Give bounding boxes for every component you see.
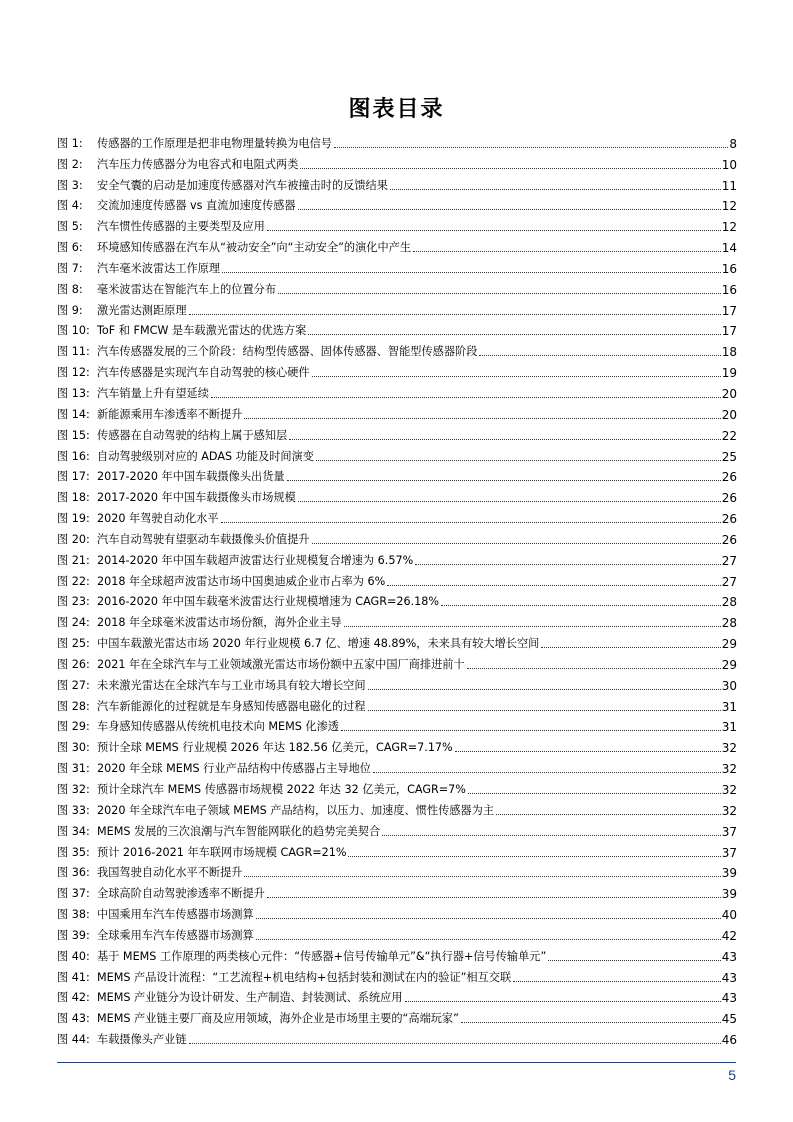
toc-entry[interactable] bbox=[57, 651, 737, 672]
toc-entry-title[interactable]: 预计 2016-2021 年车联网市场规模 CAGR=21% bbox=[97, 845, 347, 859]
toc-entry-label: 图 20: bbox=[57, 532, 90, 546]
toc-leader-dots bbox=[455, 751, 721, 752]
toc-entry[interactable] bbox=[57, 443, 737, 464]
toc-entry[interactable] bbox=[57, 505, 737, 526]
toc-entry-title[interactable]: 2017-2020 年中国车载摄像头市场规模 bbox=[97, 491, 296, 505]
toc-leader-dots bbox=[387, 585, 720, 586]
toc-entry-label: 图 4: bbox=[57, 199, 83, 213]
toc-entry[interactable] bbox=[57, 714, 737, 735]
toc-entry-label: 图 7: bbox=[57, 261, 83, 275]
toc-entry[interactable] bbox=[57, 985, 737, 1006]
toc-leader-dots bbox=[341, 730, 721, 731]
toc-leader-dots bbox=[189, 1043, 721, 1044]
toc-entry-title[interactable]: 汽车惯性传感器的主要类型及应用 bbox=[97, 220, 265, 234]
toc-entry[interactable] bbox=[57, 755, 737, 776]
toc-entry[interactable] bbox=[57, 734, 737, 755]
toc-leader-dots bbox=[316, 460, 721, 461]
toc-entry-label: 图 39: bbox=[57, 928, 90, 942]
toc-entry[interactable] bbox=[57, 255, 737, 276]
toc-entry-page[interactable]: 32 bbox=[721, 783, 737, 797]
toc-entry-label: 图 12: bbox=[57, 366, 90, 380]
toc-entry-page[interactable]: 43 bbox=[721, 970, 737, 985]
toc-entry-page[interactable]: 46 bbox=[721, 1033, 737, 1048]
toc-entry[interactable] bbox=[57, 693, 737, 714]
toc-entry-label: 图 37: bbox=[57, 887, 90, 901]
toc-entry-label: 图 21: bbox=[57, 553, 90, 567]
toc-entry-title[interactable]: 预计全球 MEMS 行业规模 2026 年达 182.56 亿美元，CAGR=7.17% bbox=[97, 741, 453, 755]
toc-entry-label: 图 9: bbox=[57, 303, 83, 317]
toc-entry-title[interactable]: 环境感知传感器在汽车从“被动安全”向“主动安全”的演化中产生 bbox=[97, 241, 412, 255]
toc-leader-dots bbox=[298, 501, 721, 502]
toc-entry[interactable] bbox=[57, 797, 737, 818]
toc-entry-label: 图 32: bbox=[57, 783, 90, 796]
toc-leader-dots bbox=[496, 814, 721, 815]
toc-entry[interactable] bbox=[57, 338, 737, 359]
toc-leader-dots bbox=[221, 522, 721, 523]
toc-entry-label: 图 1: bbox=[57, 136, 83, 150]
toc-entry-title[interactable]: ToF 和 FMCW 是车载激光雷达的优选方案 bbox=[97, 324, 307, 338]
toc-entry-title[interactable]: 新能源乘用车渗透率不断提升 bbox=[97, 407, 243, 421]
toc-entry-page[interactable]: 37 bbox=[721, 824, 737, 839]
toc-entry-page[interactable]: 31 bbox=[721, 699, 737, 714]
toc-entry-title[interactable]: 中国车载激光雷达市场 2020 年行业规模 6.7 亿、增速 48.89%，未来具有较大增长空间 bbox=[97, 637, 540, 651]
toc-entry-label: 图 6: bbox=[57, 241, 83, 255]
toc-leader-dots bbox=[287, 480, 721, 481]
toc-leader-dots bbox=[461, 1022, 721, 1023]
toc-entry[interactable] bbox=[57, 1005, 737, 1026]
toc-entry-page[interactable]: 25 bbox=[721, 449, 737, 464]
toc-entry[interactable] bbox=[57, 943, 737, 964]
toc-entry-label: 图 23: bbox=[57, 595, 90, 609]
toc-entry-title[interactable]: 汽车压力传感器分为电容式和电阻式两类 bbox=[97, 157, 299, 171]
toc-entry[interactable] bbox=[57, 589, 737, 610]
toc-entry-page[interactable]: 42 bbox=[721, 928, 737, 943]
toc-entry-page[interactable]: 39 bbox=[721, 866, 737, 881]
toc-entry-page[interactable]: 18 bbox=[721, 345, 737, 360]
toc-leader-dots bbox=[390, 189, 721, 190]
toc-entry-page[interactable]: 16 bbox=[721, 261, 737, 276]
toc-leader-dots bbox=[513, 981, 721, 982]
toc-entry-title[interactable]: 汽车传感器是实现汽车自动驾驶的核心硬件 bbox=[97, 366, 310, 380]
toc-entry-label: 图 5: bbox=[57, 220, 83, 234]
toc-leader-dots bbox=[467, 668, 721, 669]
toc-leader-dots bbox=[244, 876, 720, 877]
toc-entry-title[interactable]: 车身感知传感器从传统机电技术向 MEMS 化渗透 bbox=[97, 720, 339, 734]
toc-entry-page[interactable]: 27 bbox=[721, 553, 737, 568]
toc-entry-label: 图 25: bbox=[57, 637, 90, 651]
toc-leader-dots bbox=[405, 1001, 721, 1002]
toc-entry-page[interactable]: 45 bbox=[721, 1012, 737, 1027]
toc-entry-page[interactable]: 28 bbox=[721, 616, 737, 631]
toc-leader-dots bbox=[382, 835, 721, 836]
toc-entry-page[interactable]: 17 bbox=[721, 324, 737, 339]
toc-entry-label: 图 3: bbox=[57, 178, 83, 192]
toc-leader-dots bbox=[479, 355, 720, 356]
toc-entry[interactable] bbox=[57, 776, 737, 797]
toc-entry-page[interactable]: 20 bbox=[721, 386, 737, 401]
toc-leader-dots bbox=[441, 605, 721, 606]
toc-entry-page[interactable]: 26 bbox=[721, 470, 737, 485]
toc-entry-title[interactable]: 2018 年全球毫米波雷达市场份额，海外企业主导 bbox=[97, 616, 342, 630]
toc-entry[interactable] bbox=[57, 1026, 737, 1047]
toc-entry-label: 图 30: bbox=[57, 741, 90, 755]
toc-leader-dots bbox=[373, 772, 721, 773]
toc-entry-page[interactable]: 32 bbox=[721, 741, 737, 756]
toc-entry-page[interactable]: 12 bbox=[721, 199, 737, 214]
toc-entry-title[interactable]: 汽车传感器发展的三个阶段：结构型传感器、固体传感器、智能型传感器阶段 bbox=[97, 345, 478, 359]
toc-entry-page[interactable]: 17 bbox=[721, 303, 737, 318]
toc-entry[interactable] bbox=[57, 359, 737, 380]
toc-entry-title[interactable]: 交流加速度传感器 vs 直流加速度传感器 bbox=[97, 199, 296, 213]
toc-entry[interactable] bbox=[57, 568, 737, 589]
toc-entry-label: 图 42: bbox=[57, 991, 90, 1005]
toc-entry[interactable] bbox=[57, 297, 737, 318]
toc-entry-page[interactable]: 39 bbox=[721, 887, 737, 902]
toc-entry-label: 图 10: bbox=[57, 324, 90, 338]
toc-leader-dots bbox=[256, 939, 721, 940]
toc-leader-dots bbox=[312, 376, 721, 377]
toc-leader-dots bbox=[289, 439, 721, 440]
toc-entry-title[interactable]: 2017-2020 年中国车载摄像头出货量 bbox=[97, 470, 285, 484]
toc-entry-page[interactable]: 28 bbox=[721, 595, 737, 610]
toc-entry-page[interactable]: 26 bbox=[721, 532, 737, 547]
toc-entry-label: 图 19: bbox=[57, 512, 90, 526]
toc-entry-title[interactable]: 基于 MEMS 工作原理的两类核心元件：“传感器+信号传输单元”&“执行器+信号传输单元” bbox=[97, 949, 547, 963]
toc-entry-label: 图 11: bbox=[57, 345, 90, 359]
toc-entry-page[interactable]: 43 bbox=[721, 949, 737, 964]
toc-entry[interactable] bbox=[57, 380, 737, 401]
toc-leader-dots bbox=[267, 897, 721, 898]
table-of-figures bbox=[57, 130, 737, 1047]
toc-entry[interactable] bbox=[57, 818, 737, 839]
toc-entry-label: 图 2: bbox=[57, 157, 83, 171]
toc-entry-title[interactable]: 2016-2020 年中国车载毫米波雷达行业规模增速为 CAGR=26.18% bbox=[97, 595, 440, 609]
toc-entry-page[interactable]: 29 bbox=[721, 657, 737, 672]
toc-entry-title[interactable]: 汽车自动驾驶有望驱动车载摄像头价值提升 bbox=[97, 532, 310, 546]
toc-entry-label: 图 38: bbox=[57, 908, 90, 922]
toc-entry-page[interactable]: 19 bbox=[721, 366, 737, 381]
toc-entry-page[interactable]: 40 bbox=[721, 908, 737, 923]
toc-entry-page[interactable]: 10 bbox=[721, 157, 737, 172]
toc-entry-title[interactable]: 中国乘用车汽车传感器市场测算 bbox=[97, 908, 254, 922]
toc-entry-label: 图 14: bbox=[57, 407, 90, 421]
toc-leader-dots bbox=[300, 168, 720, 169]
toc-entry-label: 图 44: bbox=[57, 1033, 90, 1047]
toc-entry[interactable] bbox=[57, 213, 737, 234]
toc-leader-dots bbox=[468, 793, 721, 794]
toc-entry[interactable] bbox=[57, 130, 737, 151]
toc-leader-dots bbox=[298, 209, 721, 210]
toc-entry-label: 图 35: bbox=[57, 845, 90, 859]
toc-leader-dots bbox=[344, 626, 721, 627]
toc-entry-page[interactable]: 20 bbox=[721, 407, 737, 422]
toc-leader-dots bbox=[189, 314, 721, 315]
toc-entry-title[interactable]: 2020 年全球 MEMS 行业产品结构中传感器占主导地位 bbox=[97, 762, 371, 776]
toc-entry[interactable] bbox=[57, 672, 737, 693]
toc-leader-dots bbox=[415, 564, 721, 565]
toc-entry-page[interactable]: 43 bbox=[721, 991, 737, 1006]
toc-entry-title[interactable]: MEMS 产业链分为设计研发、生产制造、封装测试、系统应用 bbox=[97, 991, 403, 1005]
toc-entry-page[interactable]: 31 bbox=[721, 720, 737, 735]
toc-entry[interactable] bbox=[57, 151, 737, 172]
toc-entry-title[interactable]: 我国驾驶自动化水平不断提升 bbox=[97, 866, 243, 880]
toc-entry-page[interactable]: 29 bbox=[721, 637, 737, 652]
toc-entry-label: 图 8: bbox=[57, 282, 83, 296]
toc-entry-label: 图 31: bbox=[57, 762, 90, 776]
toc-entry-label: 图 26: bbox=[57, 657, 90, 671]
toc-entry-title[interactable]: 传感器在自动驾驶的结构上属于感知层 bbox=[97, 428, 288, 442]
toc-entry-page[interactable]: 12 bbox=[721, 220, 737, 235]
toc-entry-page[interactable]: 8 bbox=[729, 136, 737, 151]
footer-divider bbox=[57, 1062, 736, 1063]
toc-entry-label: 图 29: bbox=[57, 720, 90, 734]
toc-leader-dots bbox=[541, 647, 720, 648]
toc-entry-title[interactable]: MEMS 发展的三次浪潮与汽车智能网联化的趋势完美契合 bbox=[97, 824, 381, 838]
toc-leader-dots bbox=[348, 856, 720, 857]
toc-entry-page[interactable]: 27 bbox=[721, 574, 737, 589]
toc-leader-dots bbox=[312, 543, 721, 544]
page-title: 图表目录 bbox=[348, 96, 445, 122]
toc-entry-label: 图 28: bbox=[57, 699, 90, 713]
toc-entry[interactable] bbox=[57, 234, 737, 255]
toc-entry-label: 图 33: bbox=[57, 803, 90, 817]
toc-entry-title[interactable]: 2018 年全球超声波雷达市场中国奥迪威企业市占率为 6% bbox=[97, 574, 386, 588]
toc-entry-title[interactable]: MEMS 产品设计流程：“工艺流程+机电结构+包括封装和测试在内的验证”相互交联 bbox=[97, 970, 512, 984]
toc-entry[interactable] bbox=[57, 422, 737, 443]
toc-entry-label: 图 16: bbox=[57, 449, 90, 463]
toc-entry[interactable] bbox=[57, 318, 737, 339]
toc-entry-page[interactable]: 16 bbox=[721, 282, 737, 297]
toc-leader-dots bbox=[278, 293, 721, 294]
toc-entry-page[interactable]: 22 bbox=[721, 428, 737, 443]
toc-entry-title[interactable]: MEMS 产业链主要厂商及应用领域，海外企业是市场里主要的“高端玩家” bbox=[97, 1012, 459, 1026]
toc-entry-label: 图 13: bbox=[57, 386, 90, 400]
toc-leader-dots bbox=[334, 147, 728, 148]
toc-entry[interactable] bbox=[57, 464, 737, 485]
toc-entry-page[interactable]: 37 bbox=[721, 845, 737, 860]
toc-leader-dots bbox=[256, 918, 721, 919]
toc-entry-title[interactable]: 全球高阶自动驾驶渗透率不断提升 bbox=[97, 887, 265, 901]
toc-entry-title[interactable]: 预计全球汽车 MEMS 传感器市场规模 2022 年达 32 亿美元，CAGR=7% bbox=[97, 783, 466, 796]
toc-entry-label: 图 18: bbox=[57, 491, 90, 505]
toc-entry-title[interactable]: 2014-2020 年中国车载超声波雷达行业规模复合增速为 6.57% bbox=[97, 553, 414, 567]
toc-entry-label: 图 40: bbox=[57, 949, 90, 963]
toc-entry-page[interactable]: 14 bbox=[721, 241, 737, 256]
toc-leader-dots bbox=[211, 397, 721, 398]
page-number: 5 bbox=[728, 1067, 736, 1083]
toc-entry-label: 图 15: bbox=[57, 428, 90, 442]
toc-entry[interactable] bbox=[57, 964, 737, 985]
toc-entry-label: 图 36: bbox=[57, 866, 90, 880]
toc-entry-label: 图 34: bbox=[57, 824, 90, 838]
toc-entry-page[interactable]: 32 bbox=[721, 803, 737, 818]
toc-leader-dots bbox=[413, 251, 721, 252]
toc-entry-title[interactable]: 未来激光雷达在全球汽车与工业市场具有较大增长空间 bbox=[97, 678, 366, 692]
toc-entry[interactable] bbox=[57, 484, 737, 505]
toc-entry[interactable] bbox=[57, 276, 737, 297]
toc-entry-page[interactable]: 30 bbox=[721, 678, 737, 693]
toc-entry[interactable] bbox=[57, 526, 737, 547]
toc-entry[interactable] bbox=[57, 901, 737, 922]
toc-entry-title[interactable]: 传感器的工作原理是把非电物理量转换为电信号 bbox=[97, 136, 332, 150]
toc-entry[interactable] bbox=[57, 172, 737, 193]
toc-entry-title[interactable]: 自动驾驶级别对应的 ADAS 功能及时间演变 bbox=[97, 449, 314, 463]
toc-entry-title[interactable]: 车载摄像头产业链 bbox=[97, 1033, 187, 1047]
toc-entry[interactable] bbox=[57, 860, 737, 881]
toc-entry-label: 图 43: bbox=[57, 1012, 90, 1026]
toc-entry-label: 图 41: bbox=[57, 970, 90, 984]
toc-entry-title[interactable]: 毫米波雷达在智能汽车上的位置分布 bbox=[97, 282, 277, 296]
toc-entry-title[interactable]: 汽车毫米波雷达工作原理 bbox=[97, 261, 221, 275]
toc-leader-dots bbox=[368, 689, 721, 690]
toc-leader-dots bbox=[267, 230, 721, 231]
toc-entry-title[interactable]: 2020 年全球汽车电子领域 MEMS 产品结构，以压力、加速度、惯性传感器为主 bbox=[97, 803, 495, 817]
toc-entry-label: 图 17: bbox=[57, 470, 90, 484]
toc-leader-dots bbox=[308, 334, 720, 335]
toc-entry-title[interactable]: 2020 年驾驶自动化水平 bbox=[97, 512, 219, 526]
toc-entry-title[interactable]: 安全气囊的启动是加速度传感器对汽车被撞击时的反馈结果 bbox=[97, 178, 388, 192]
toc-entry-page[interactable]: 26 bbox=[721, 491, 737, 506]
toc-entry[interactable] bbox=[57, 922, 737, 943]
toc-entry[interactable] bbox=[57, 547, 737, 568]
toc-entry[interactable] bbox=[57, 401, 737, 422]
toc-entry[interactable] bbox=[57, 193, 737, 214]
toc-leader-dots bbox=[548, 960, 720, 961]
toc-entry[interactable] bbox=[57, 630, 737, 651]
toc-entry-page[interactable]: 11 bbox=[721, 178, 737, 193]
toc-entry-title[interactable]: 2021 年在全球汽车与工业领域激光雷达市场份额中五家中国厂商排进前十 bbox=[97, 657, 465, 671]
toc-entry-title[interactable]: 全球乘用车汽车传感器市场测算 bbox=[97, 928, 254, 942]
toc-entry-label: 图 22: bbox=[57, 574, 90, 588]
toc-entry-label: 图 24: bbox=[57, 616, 90, 630]
toc-entry-title[interactable]: 汽车销量上升有望延续 bbox=[97, 386, 209, 400]
toc-leader-dots bbox=[222, 272, 721, 273]
toc-leader-dots bbox=[368, 710, 721, 711]
toc-entry-page[interactable]: 26 bbox=[721, 512, 737, 527]
toc-entry[interactable] bbox=[57, 880, 737, 901]
toc-entry-page[interactable]: 32 bbox=[721, 762, 737, 777]
toc-entry[interactable] bbox=[57, 609, 737, 630]
toc-entry-label: 图 27: bbox=[57, 678, 90, 692]
toc-leader-dots bbox=[244, 418, 720, 419]
toc-entry[interactable] bbox=[57, 839, 737, 860]
toc-entry-title[interactable]: 汽车新能源化的过程就是车身感知传感器电磁化的过程 bbox=[97, 699, 366, 713]
toc-entry-title[interactable]: 激光雷达测距原理 bbox=[97, 303, 187, 317]
